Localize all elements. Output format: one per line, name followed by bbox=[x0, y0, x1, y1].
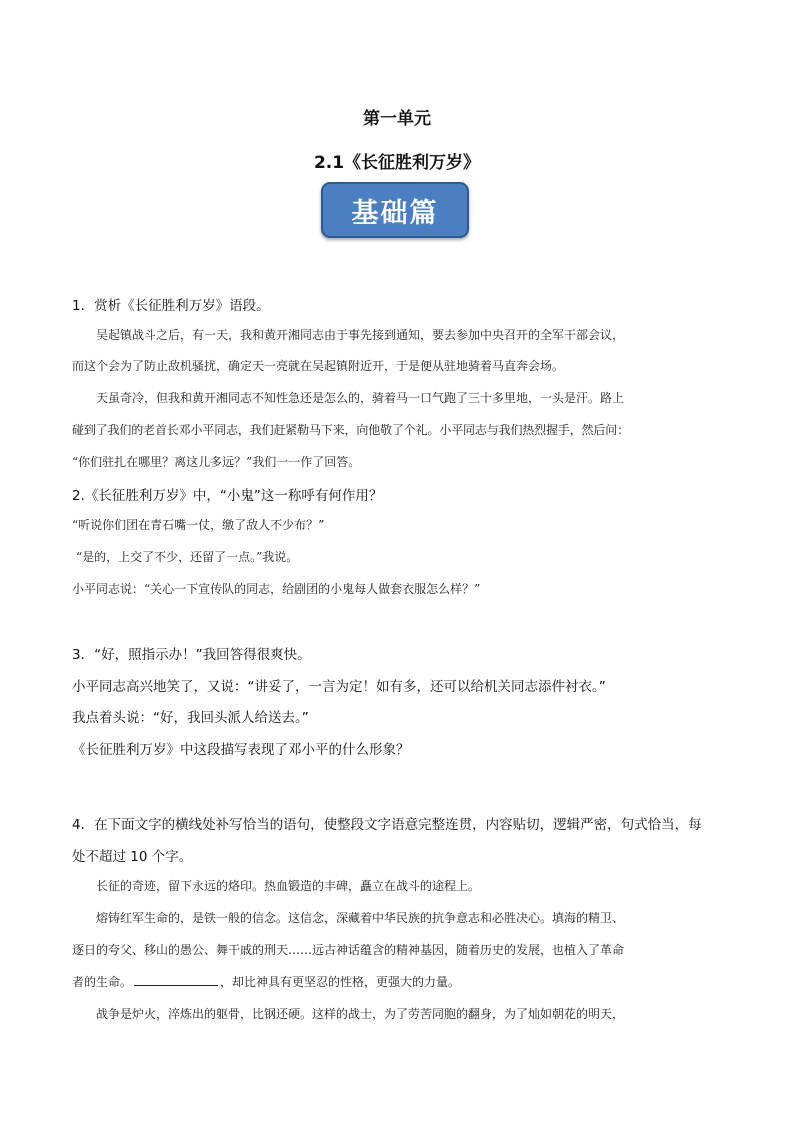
q2-prompt: 2.《长征胜利万岁》中，“小鬼”这一称呼有何作用？ bbox=[72, 488, 383, 504]
q1-para2-line2: 碰到了我们的老首长邓小平同志，我们赶紧勒马下来，向他敬了个礼。小平同志与我们热烈握手，然后问： bbox=[72, 423, 629, 437]
q3-line4: 《长征胜利万岁》中这段描写表现了邓小平的什么形象？ bbox=[72, 742, 410, 758]
badge-label: 基础篇 bbox=[351, 197, 439, 229]
basic-level-badge bbox=[321, 182, 469, 238]
q3-line2: 小平同志高兴地笑了，又说：“讲妥了，一言为定！如有多，还可以给机关同志添件衬衣。” bbox=[72, 679, 606, 695]
q3-line3: 我点着头说：“好，我回头派人给送去。” bbox=[72, 710, 309, 726]
q4-para2-line3 bbox=[72, 973, 460, 990]
q1-prompt: 1．赏析《长征胜利万岁》语段。 bbox=[72, 298, 270, 314]
q4-prompt-line2: 处不超过 10 个字。 bbox=[72, 849, 193, 865]
answer-blank[interactable] bbox=[134, 975, 218, 986]
q1-para2-line3: “你们驻扎在哪里？离这儿多远？”我们一一作了回答。 bbox=[72, 455, 361, 469]
q4-para2-line3-start: 者的生命。 bbox=[72, 975, 133, 989]
lesson-title: 2.1《长征胜利万岁》 bbox=[313, 153, 481, 173]
q4-para1: 长征的奇迹，留下永远的烙印。热血锻造的丰碑，矗立在战斗的途程上。 bbox=[96, 879, 481, 893]
q4-prompt-line1: 4．在下面文字的横线处补写恰当的语句，使整段文字语意完整连贯，内容贴切，逻辑严密，句式恰当，每 bbox=[72, 817, 702, 833]
q4-para2-line2: 逐日的夸父、移山的愚公、舞干戚的刑天……远古神话蕴含的精神基因，随着历史的发展，也植入了革命 bbox=[72, 943, 625, 957]
q1-para2-line1: 天虽奇冷，但我和黄开湘同志不知性急还是怎么的，骑着马一口气跑了三十多里地，一头是汗。路上 bbox=[96, 391, 625, 405]
q4-para2-line3-end: ，却比神具有更坚忍的性格，更强大的力量。 bbox=[220, 975, 461, 989]
unit-title: 第一单元 bbox=[363, 109, 431, 129]
q4-para3: 战争是炉火，淬炼出的躯骨，比钢还硬。这样的战士，为了劳苦同胞的翻身，为了灿如朝花的明天， bbox=[96, 1007, 625, 1021]
q2-line3: 小平同志说：“关心一下宣传队的同志，给剧团的小鬼每人做套衣服怎么样？” bbox=[72, 582, 481, 596]
q2-line1: “听说你们团在青石嘴一仗，缴了敌人不少布？” bbox=[72, 518, 325, 532]
q2-line2: “是的，上交了不少，还留了一点。”我说。 bbox=[76, 550, 299, 564]
q3-line1: 3．“好，照指示办！”我回答得很爽快。 bbox=[72, 647, 311, 663]
q1-para1-line1: 吴起镇战斗之后，有一天，我和黄开湘同志由于事先接到通知，要去参加中央召开的全军干部会议， bbox=[96, 328, 625, 342]
q1-para1-line2: 而这个会为了防止敌机骚扰，确定天一亮就在吴起镇附近开，于是便从驻地骑着马直奔会场。 bbox=[72, 359, 565, 373]
q4-para2-line1: 熔铸红军生命的，是铁一般的信念。这信念，深藏着中华民族的抗争意志和必胜决心。填海的精卫、 bbox=[96, 911, 625, 925]
